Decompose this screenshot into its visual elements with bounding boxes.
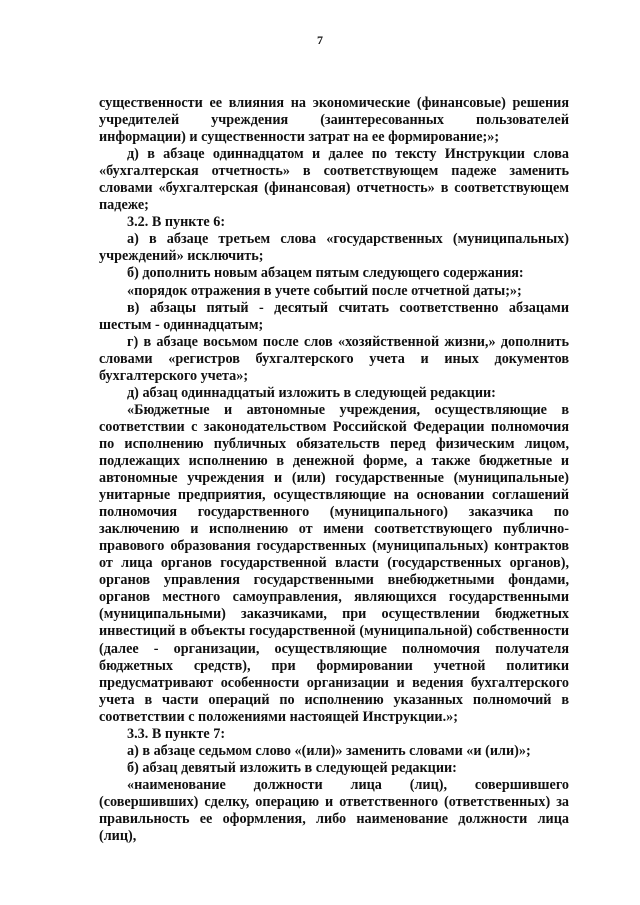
text-line: учредителей учреждения (заинтересованных пользователей [99, 112, 569, 129]
text-line: учреждений» исключить; [99, 248, 264, 265]
text-line: в) абзацы пятый - десятый считать соответственно абзацами [127, 299, 569, 316]
text-line: (далее - организации, осуществляющие полномочия получателя [99, 640, 569, 657]
text-line: а) в абзаце третьем слова «государственных (муниципальных) [127, 231, 569, 248]
text-line: заключению и исполнению от имени соответствующего публично- [99, 521, 569, 538]
text-line: 3.3. В пункте 7: [127, 725, 226, 742]
text-line: (совершивших) сделку, операцию и ответственного (ответственных) за [99, 793, 569, 810]
text-line: бухгалтерского учета»; [99, 367, 249, 384]
text-line: словами «регистров бухгалтерского учета и иных документов [99, 350, 569, 367]
text-line: г) в абзаце восьмом после слов «хозяйственной жизни,» дополнить [127, 333, 569, 350]
text-line: 3.2. В пункте 6: [127, 214, 226, 231]
text-line: словами «бухгалтерская (финансовая) отчетность» в соответствующем [99, 180, 569, 197]
text-line: шестым - одиннадцатым; [99, 316, 264, 333]
page-number: 7 [317, 33, 323, 47]
text-line: «порядок отражения в учете событий после отчетной даты;»; [127, 282, 522, 299]
text-line: существенности ее влияния на экономические (финансовые) решения [99, 95, 569, 111]
text-line: от лица органов государственной власти (государственных органов), [99, 555, 569, 572]
text-line: бюджетных средств), при формировании учетной политики [99, 657, 569, 674]
text-line: соответствии с законодательством Российской Федерации полномочия [99, 418, 569, 435]
text-line: учета в части операций по исполнению указанных полномочий в [99, 691, 569, 708]
text-line: подлежащих исполнению в денежной форме, а также бюджетные и [99, 452, 569, 469]
text-line: правильность ее оформления, либо наименование должности лица (лиц), [99, 810, 569, 845]
document-body [99, 95, 569, 845]
text-line: информации) и существенности затрат на ее формирование;»; [99, 129, 500, 146]
text-line: предусматривают особенности организации и ведения бухгалтерского [99, 674, 569, 691]
text-line: а) в абзаце седьмом слово «(или)» заменить словами «и (или)»; [127, 742, 531, 759]
text-line: полномочия государственного (муниципального) заказчика по [99, 504, 569, 521]
text-line: б) дополнить новым абзацем пятым следующего содержания: [127, 265, 524, 282]
text-line: «Бюджетные и автономные учреждения, осуществляющие в [127, 401, 569, 418]
text-line: унитарные предприятия, осуществляющие на основании соглашений [99, 487, 569, 504]
text-line: б) абзац девятый изложить в следующей редакции: [127, 759, 457, 776]
text-line: автономные учреждения и (или) государственные (муниципальные) [99, 470, 569, 487]
text-line: д) абзац одиннадцатый изложить в следующей редакции: [127, 384, 496, 401]
text-line: органов управления государственными внебюджетными фондами, [99, 572, 569, 589]
text-line: «бухгалтерская отчетность» в соответствующем падеже заменить [99, 163, 569, 180]
text-line: (муниципальными) заказчиками, при осуществлении бюджетных [99, 606, 569, 623]
text-line: «наименование должности лица (лиц), совершившего [127, 776, 569, 793]
text-line: соответствии с положениями настоящей Инструкции.»; [99, 708, 458, 725]
text-line: д) в абзаце одиннадцатом и далее по тексту Инструкции слова [127, 146, 569, 163]
text-line: органов местного самоуправления, являющихся государственными [99, 589, 569, 606]
text-line: правового образования государственных (муниципальных) контрактов [99, 538, 569, 555]
text-line: инвестиций в объекты государственной (муниципальной) собственности [99, 623, 569, 640]
text-line: падеже; [99, 197, 149, 214]
text-line: по исполнению публичных обязательств перед физическим лицом, [99, 435, 569, 452]
